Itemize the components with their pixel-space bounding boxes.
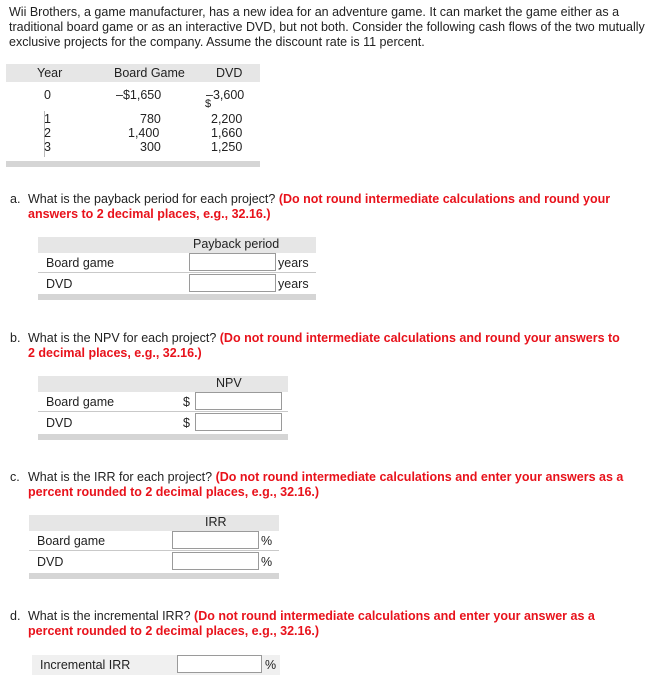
question-instruction: (Do not round intermediate calculations and round your answers to 2 decimal places, e.g., 32.16.) — [28, 331, 620, 360]
col-header-dvd: DVD — [216, 66, 243, 80]
irr-dvd-input[interactable] — [172, 552, 259, 570]
incremental-irr-unit: % — [265, 658, 277, 672]
incremental-irr-label: Incremental IRR — [40, 658, 131, 672]
question-label: d. — [10, 609, 21, 623]
npv-dvd-input[interactable] — [195, 413, 282, 431]
row-year: 1 — [44, 112, 51, 126]
row-dvd-value: 1,250 — [211, 140, 243, 154]
row-dvd-value: –3,600 — [206, 88, 245, 102]
question-label: c. — [10, 470, 20, 484]
irr-column-header: IRR — [205, 515, 227, 529]
question-label: b. — [10, 331, 21, 345]
npv-panel-header — [38, 376, 288, 392]
col-header-year: Year — [37, 66, 63, 80]
irr-row-board-game: Board game — [37, 534, 106, 548]
payback-panel-footer — [38, 294, 316, 300]
irr-panel-header — [29, 515, 279, 531]
npv-panel-footer — [38, 434, 288, 440]
row-year: 3 — [44, 140, 51, 154]
question-text: What is the IRR for each project? — [28, 470, 213, 484]
problem-intro: Wii Brothers, a game manufacturer, has a new idea for an adventure game. It can market the game either as a traditional board game or as an interactive DVD, but not both. Consider the following cash flows of the two mutually exclusive projects for the company. Assume the discount rate is 11 percent. — [9, 5, 645, 49]
row-divider — [29, 550, 279, 551]
row-year: 2 — [44, 126, 51, 140]
question-text: What is the payback period for each project? — [28, 192, 276, 206]
payback-dvd-unit: years — [278, 277, 309, 291]
row-board-value: –$1,650 — [116, 88, 162, 102]
row-board-value: 300 — [140, 140, 161, 154]
question-c — [10, 470, 628, 500]
irr-panel-footer — [29, 573, 279, 579]
row-board-value: 780 — [140, 112, 161, 126]
npv-board-game-input[interactable] — [195, 392, 282, 410]
question-text: What is the NPV for each project? — [28, 331, 217, 345]
npv-board-game-currency: $ — [183, 395, 190, 409]
row-dvd-value: 2,200 — [211, 112, 243, 126]
row-dvd-currency: $ — [205, 98, 212, 110]
irr-board-game-unit: % — [261, 534, 273, 548]
question-b — [10, 331, 628, 361]
question-a — [10, 192, 628, 222]
incremental-irr-input[interactable] — [177, 655, 262, 673]
npv-row-board-game: Board game — [46, 395, 115, 409]
payback-dvd-input[interactable] — [189, 274, 276, 292]
row-divider — [38, 272, 316, 273]
npv-column-header: NPV — [216, 376, 242, 390]
irr-row-dvd: DVD — [37, 555, 64, 569]
question-instruction: (Do not round intermediate calculations and round your answers to 2 decimal places, e.g., 32.16.) — [28, 192, 611, 221]
col-header-board-game: Board Game — [114, 66, 185, 80]
irr-board-game-input[interactable] — [172, 531, 259, 549]
row-dvd-value: 1,660 — [211, 126, 243, 140]
row-divider — [38, 411, 288, 412]
payback-board-game-unit: years — [278, 256, 309, 270]
payback-board-game-input[interactable] — [189, 253, 276, 271]
npv-row-dvd: DVD — [46, 416, 73, 430]
payback-column-header: Payback period — [193, 237, 280, 251]
question-instruction: (Do not round intermediate calculations and enter your answers as a percent rounded to 2 decimal places, e.g., 32.16.) — [28, 470, 624, 499]
question-label: a. — [10, 192, 21, 206]
npv-dvd-currency: $ — [183, 416, 190, 430]
irr-dvd-unit: % — [261, 555, 273, 569]
question-text: What is the incremental IRR? — [28, 609, 191, 623]
question-d — [10, 609, 628, 639]
table-footer-bar — [6, 161, 260, 167]
payback-row-dvd: DVD — [46, 277, 73, 291]
row-year: 0 — [44, 88, 51, 102]
question-instruction: (Do not round intermediate calculations and enter your answer as a percent rounded to 2 decimal places, e.g., 32.16.) — [28, 609, 595, 638]
payback-row-board-game: Board game — [46, 256, 115, 270]
row-board-value: 1,400 — [128, 126, 160, 140]
